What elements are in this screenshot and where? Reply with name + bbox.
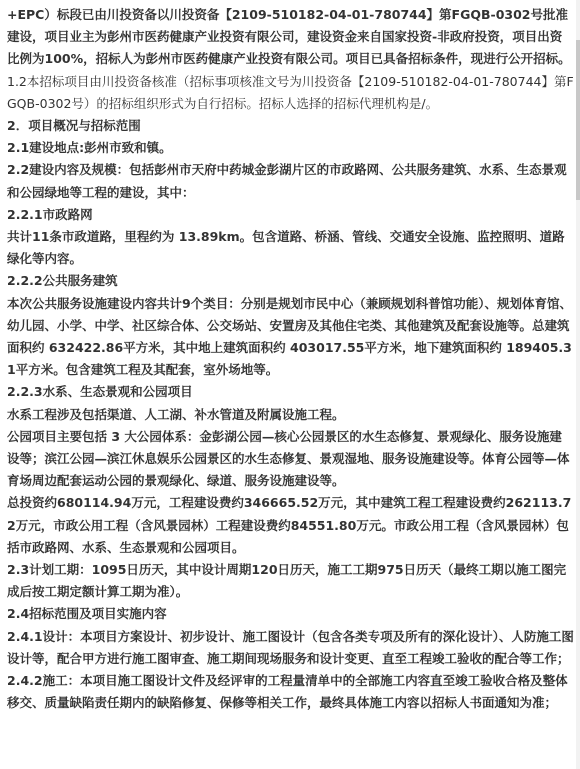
paragraph: 2.4.1设计：本项目方案设计、初步设计、施工图设计（包含各类专项及所有的深化设计）、人防施工图设计等，配合甲方进行施工图审查、施工期间现场服务和设计变更、直至工程竣工验收的配合等工作；: [7, 628, 574, 666]
paragraph: 2.2.3水系、生态景观和公园项目: [7, 384, 193, 400]
paragraph: 2．项目概况与招标范围: [7, 118, 141, 134]
paragraph: 本次公共服务设施建设内容共计9个类目：分别是规划市民中心（兼顾规划科普馆功能）、规划体育馆、幼儿园、小学、中学、社区综合体、公交场站、安置房及其他住宅类、其他建筑及配套设施等。总建筑面积约 632422.86平方米，其中地上建筑面积约 403017.55平方米，地下建筑面积约 189405.31平方米。包含建筑工程及其配套，室外场地等。: [7, 295, 572, 378]
paragraph: 2.4.2施工：本项目施工图设计文件及经评审的工程量清单中的全部施工内容直至竣工验收合格及整体移交、质量缺陷责任期内的缺陷修复、保修等相关工作，最终具体施工内容以招标人书面通知为准；: [7, 673, 568, 711]
paragraph: 1.2本招标项目由川投资备核准（招标事项核准文号为川投资备【2109-510182-04-01-780744】第FGQB-0302号）的招标组织形式为自行招标。招标人选择的招标代理机构是/。: [7, 73, 574, 111]
scrollbar-thumb[interactable]: [576, 40, 580, 200]
paragraph: 公园项目主要包括 3 大公园体系：金彭湖公园—核心公园景区的水生态修复、景观绿化、服务设施建设等；滨江公园—滨江休息娱乐公园景区的水生态修复、景观湿地、服务设施建设等。体育公园等—体育场周边配套运动公园的景观绿化、绿道、服务设施建设等。: [7, 428, 570, 489]
paragraph: 2.1建设地点:彭州市致和镇。: [7, 140, 172, 156]
paragraph: 共计11条市政道路，里程约为 13.89km。包含道路、桥涵、管线、交通安全设施、监控照明、道路绿化等内容。: [7, 229, 565, 267]
paragraph: 2.2建设内容及规模：包括彭州市天府中药城金彭湖片区的市政路网、公共服务建筑、水系、生态景观和公园绿地等工程的建设，其中：: [7, 162, 567, 200]
paragraph: 水系工程涉及包括渠道、人工湖、补水管道及附属设施工程。: [7, 406, 345, 422]
paragraph: 总投资约680114.94万元，工程建设费约346665.52万元，其中建筑工程工程建设费约262113.72万元，市政公用工程（含风景园林）工程建设费约84551.80万元。市政公用工程（含风景园林）包括市政路网、水系、生态景观和公园项目。: [7, 495, 572, 555]
paragraph: 2.2.2公共服务建筑: [7, 273, 118, 289]
paragraph: 2.3计划工期：1095日历天，其中设计周期120日历天，施工工期975日历天（最终工期以施工图完成后按工期定额计算工期为准）。: [7, 562, 567, 600]
paragraph: 2.2.1市政路网: [7, 206, 93, 222]
scrollbar[interactable]: [576, 0, 580, 769]
paragraph: +EPC）标段已由川投资备以川投资备【2109-510182-04-01-780744】第FGQB-0302号批准建设，项目业主为彭州市医药健康产业投资有限公司，建设资金来自国家投资-非政府投资，项目出资比例为100%，招标人为彭州市医药健康产业投资有限公司。项目已具备招标条件，现进行公开招标。: [7, 7, 571, 67]
paragraph: 2.4招标范围及项目实施内容: [7, 606, 167, 622]
